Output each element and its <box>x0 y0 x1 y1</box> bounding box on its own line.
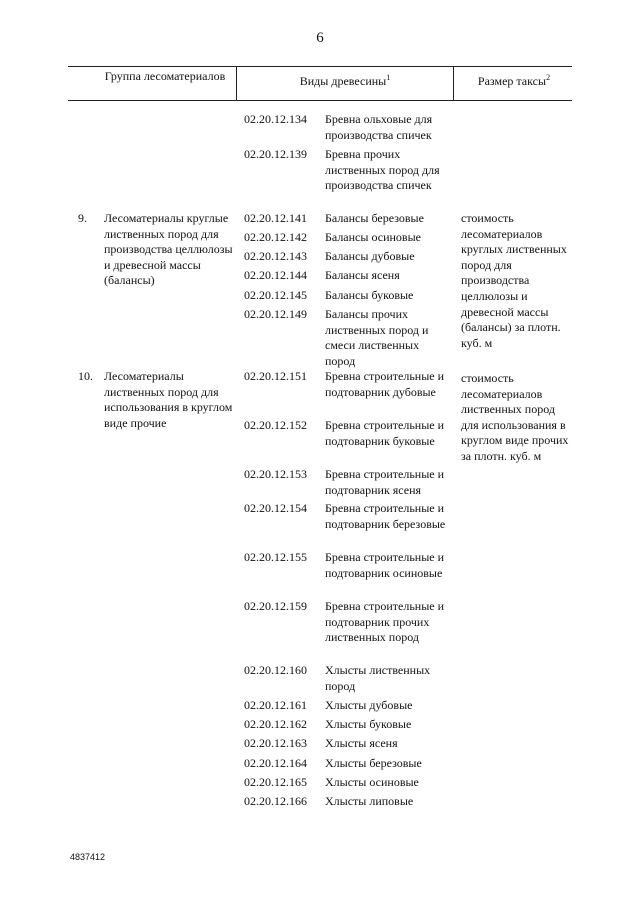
item-code: 02.20.12.143 <box>244 249 307 263</box>
item-code: 02.20.12.134 <box>244 112 307 126</box>
document-id: 4837412 <box>70 852 106 862</box>
item-name: Балансы буковые <box>325 288 414 302</box>
footnote-mark: 2 <box>546 73 551 82</box>
item-code: 02.20.12.164 <box>244 756 307 770</box>
item-code: 02.20.12.151 <box>244 369 307 383</box>
item-code: 02.20.12.145 <box>244 288 307 302</box>
item-name: Бревна строительные и подтоварник прочих лиственных пород <box>325 599 445 645</box>
item-name: Балансы прочих лиственных пород и смеси лиственных пород <box>325 307 429 368</box>
item-name: Хлысты осиновые <box>325 775 419 789</box>
item-code: 02.20.12.152 <box>244 418 307 432</box>
item-code: 02.20.12.166 <box>244 794 307 808</box>
item-code: 02.20.12.153 <box>244 467 307 481</box>
item-code: 02.20.12.162 <box>244 717 307 731</box>
item-name: Бревна прочих лиственных пород для производства спичек <box>325 147 440 193</box>
item-name: Бревна строительные и подтоварник дубовые <box>325 369 445 399</box>
item-name: Балансы осиновые <box>325 230 421 244</box>
rate-description: стоимость лесоматериалов лиственных пород для использования в круглом виде прочих за плотн. куб. м <box>461 371 569 463</box>
table-header-rule <box>68 100 572 101</box>
rate-description: стоимость лесоматериалов круглых лиственных пород для производства целлюлозы и древесной массы (балансы) за плотн. куб. м <box>461 211 567 350</box>
item-code: 02.20.12.142 <box>244 230 307 244</box>
item-name: Бревна строительные и подтоварник буковые <box>325 418 445 448</box>
item-code: 02.20.12.149 <box>244 307 307 321</box>
table-top-rule <box>68 66 572 67</box>
column-divider <box>453 66 454 100</box>
item-name: Бревна строительные и подтоварник осиновые <box>325 550 445 580</box>
footnote-mark: 1 <box>386 73 391 82</box>
item-name: Бревна строительные и подтоварник ясеня <box>325 467 445 497</box>
item-code: 02.20.12.154 <box>244 501 307 515</box>
group-number: 10. <box>78 369 93 383</box>
item-code: 02.20.12.139 <box>244 147 307 161</box>
item-name: Хлысты лиственных пород <box>325 663 431 693</box>
column-divider <box>236 66 237 100</box>
group-name: Лесоматериалы круглые лиственных пород для производства целлюлозы и древесной массы (балансы) <box>104 211 233 288</box>
item-name: Бревна строительные и подтоварник березовые <box>325 501 446 531</box>
item-name: Балансы березовые <box>325 211 424 225</box>
item-code: 02.20.12.155 <box>244 550 307 564</box>
item-code: 02.20.12.159 <box>244 599 307 613</box>
item-code: 02.20.12.160 <box>244 663 307 677</box>
item-name: Балансы дубовые <box>325 249 415 263</box>
item-code: 02.20.12.165 <box>244 775 307 789</box>
item-name: Бревна ольховые для производства спичек <box>325 112 433 142</box>
header-group: Группа лесоматериалов <box>104 69 226 83</box>
item-name: Хлысты ясеня <box>325 736 398 750</box>
header-wood-types: Виды древесины$^1$ <box>299 73 391 88</box>
item-code: 02.20.12.144 <box>244 268 307 282</box>
item-name: Хлысты буковые <box>325 717 412 731</box>
header-rate-size: Размер таксы$^2$ <box>477 73 551 88</box>
item-code: 02.20.12.161 <box>244 698 307 712</box>
item-name: Балансы ясеня <box>325 268 400 282</box>
item-name: Хлысты дубовые <box>325 698 413 712</box>
group-name: Лесоматериалы лиственных пород для использования в круглом виде прочие <box>104 369 233 430</box>
item-code: 02.20.12.141 <box>244 211 307 225</box>
item-name: Хлысты липовые <box>325 794 414 808</box>
item-name: Хлысты березовые <box>325 756 422 770</box>
group-number: 9. <box>78 211 87 225</box>
page-number: 6 <box>316 30 324 46</box>
item-code: 02.20.12.163 <box>244 736 307 750</box>
